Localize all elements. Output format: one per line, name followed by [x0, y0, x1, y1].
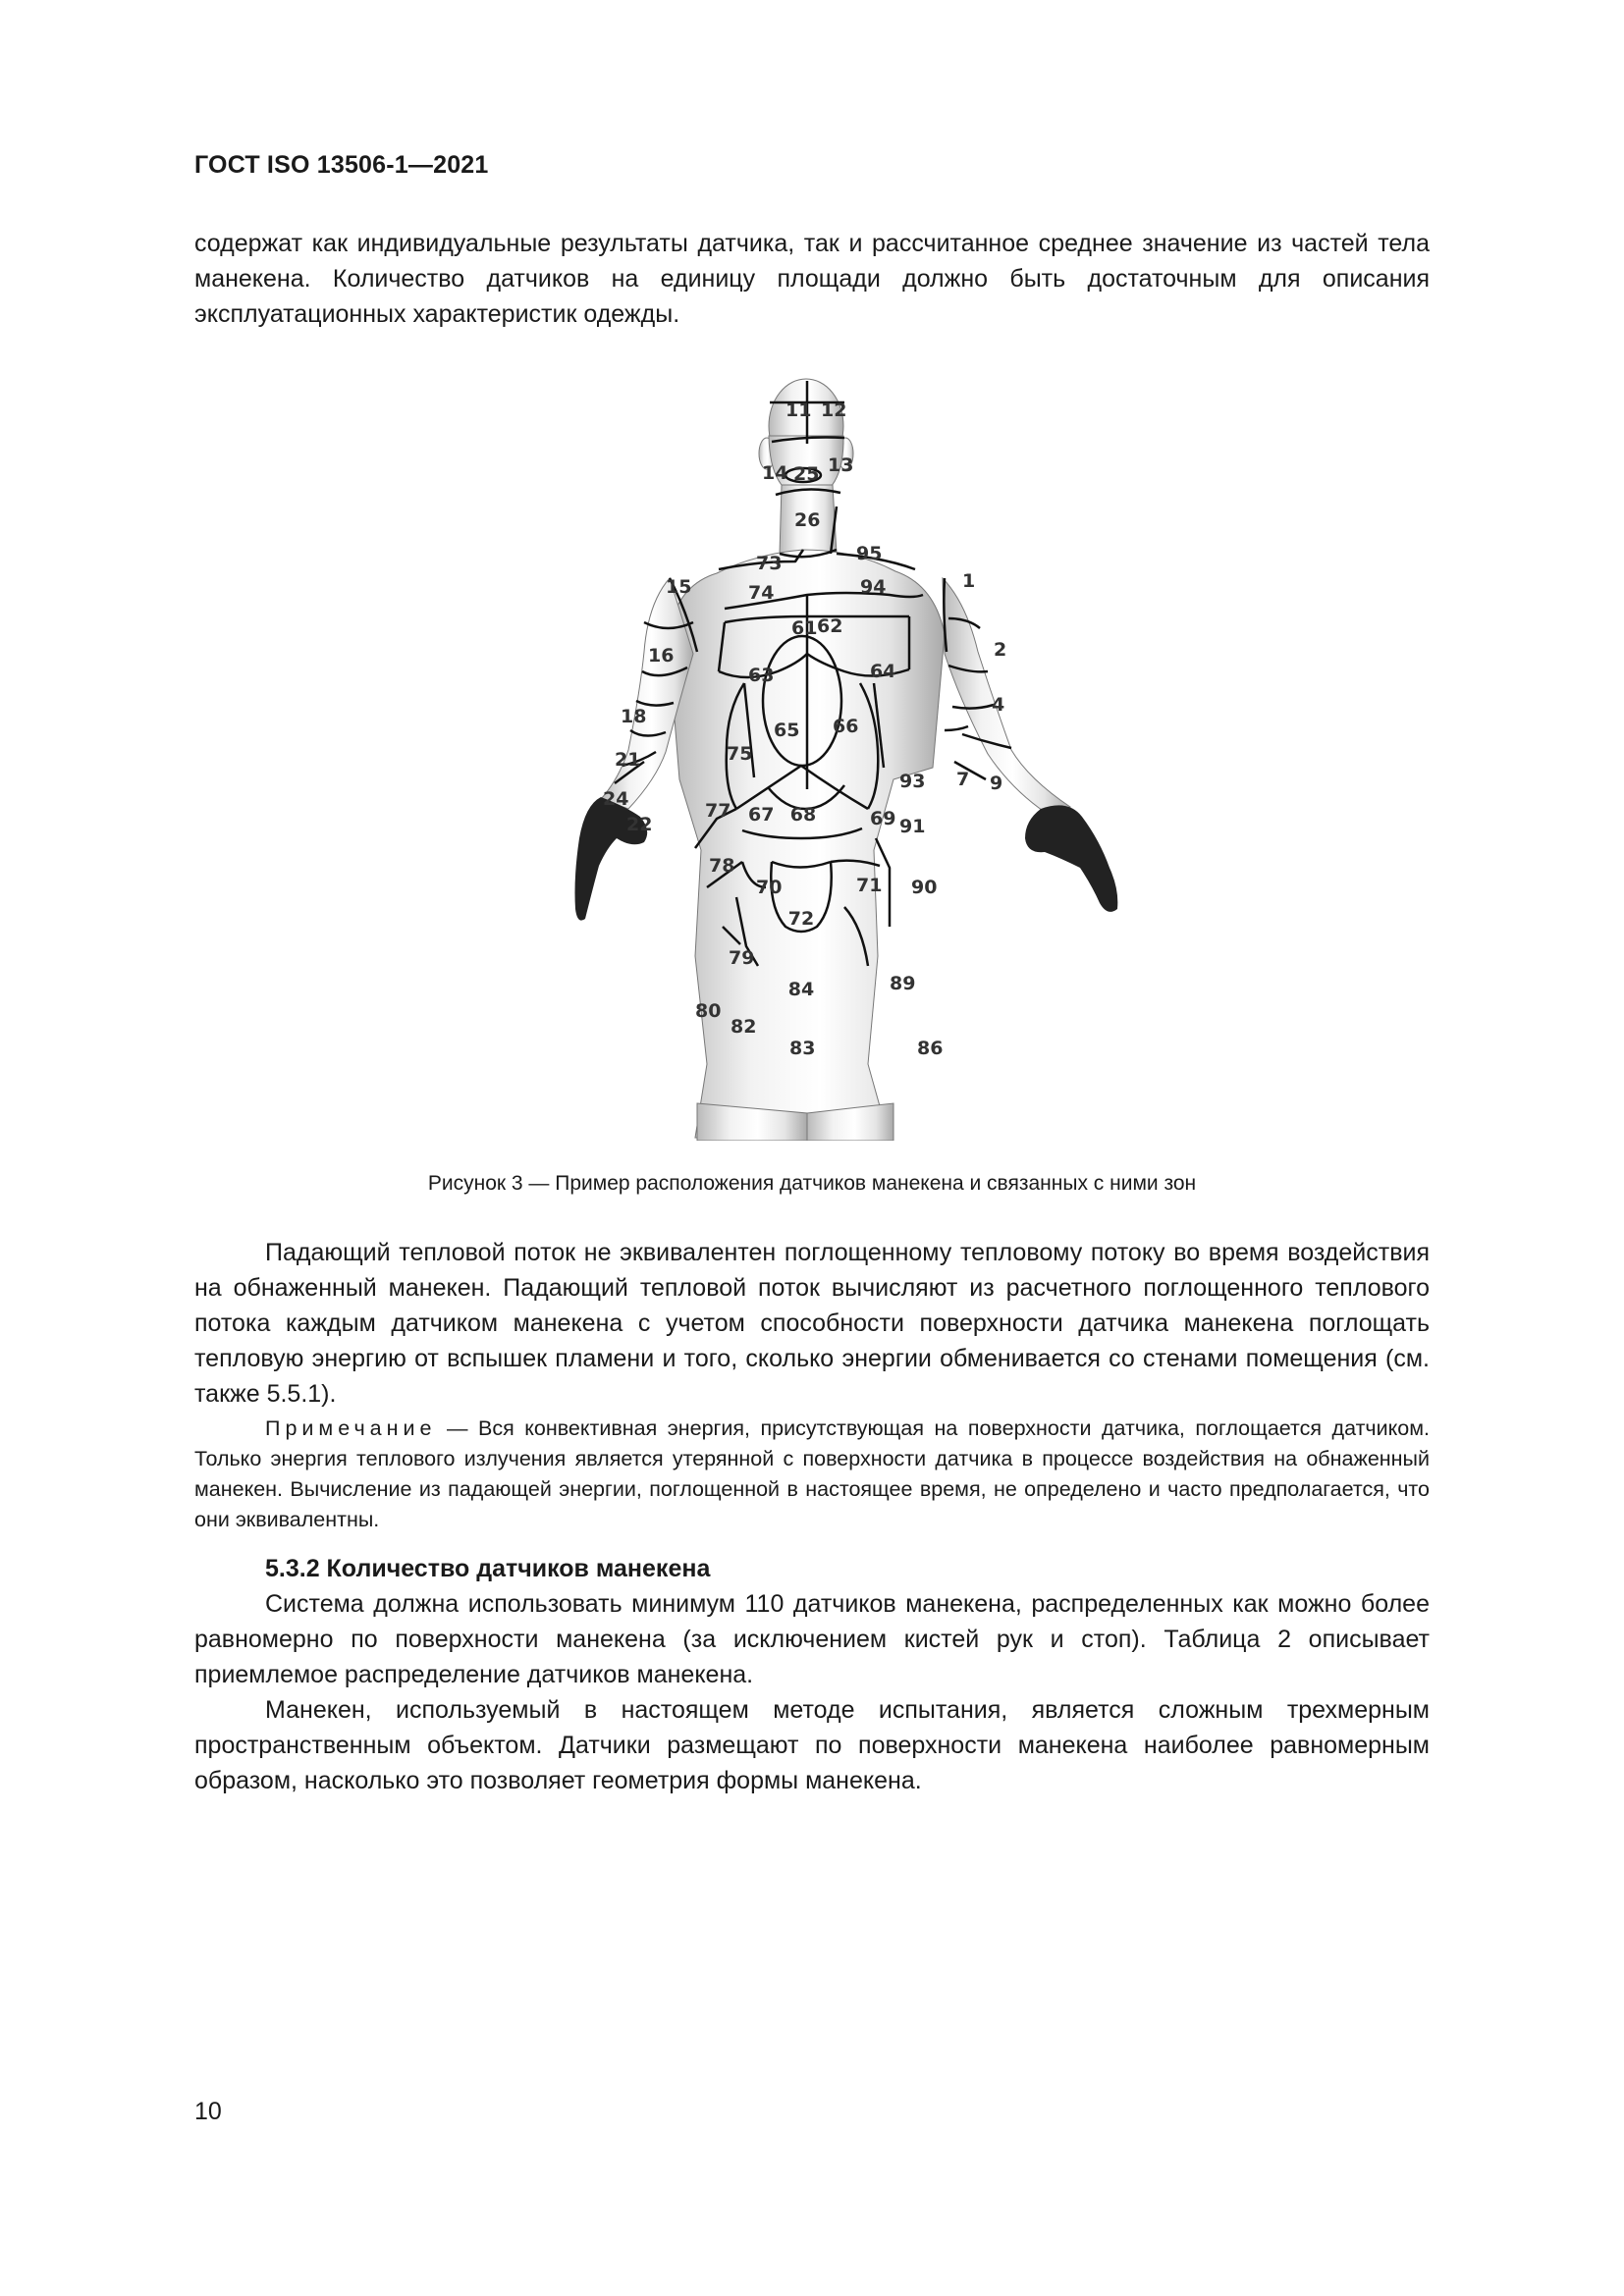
sensor-label: 15: [666, 576, 692, 598]
sensor-label: 69: [870, 808, 896, 829]
sensor-label: 64: [870, 661, 896, 682]
sensor-label: 80: [695, 1000, 722, 1022]
sensor-label: 24: [603, 788, 629, 810]
sensor-label: 65: [774, 720, 800, 741]
sensor-label: 2: [994, 639, 1007, 661]
glove-right: [1025, 805, 1117, 911]
sensor-label: 18: [621, 706, 647, 727]
mannequin-silhouette: [601, 379, 1070, 1141]
sensor-label: 70: [756, 877, 783, 898]
sensor-label: 1: [962, 570, 976, 592]
sensor-label: 90: [911, 877, 938, 898]
section-heading: 5.3.2 Количество датчиков манекена: [265, 1555, 711, 1582]
sensor-label: 72: [787, 908, 815, 930]
sensor-label: 94: [860, 576, 887, 598]
paragraph-sensor-count: Система должна использовать минимум 110 датчиков манекена, распределенных как можно более равномерно по поверхности манекена (за исключением кистей рук и стоп). Таблица 2 описывает приемлемое распределение датчиков манекена.: [194, 1590, 1430, 1688]
note-text: — Вся конвективная энергия, присутствующая на поверхности датчика, поглощается датчиком. Только энергия теплового излучения является утерянной с поверхности датчика в процессе воздействия на обнаженный манекен. Вычисление из падающей энергии, поглощенной в настоящее время, не определено и часто предполагается, что они эквивалентны.: [194, 1416, 1430, 1531]
sensor-label: 75: [727, 743, 753, 765]
sensor-label: 16: [648, 645, 675, 667]
sensor-label: 71: [856, 875, 883, 896]
figure-caption: Рисунок 3 — Пример расположения датчиков манекена и связанных с ними зон: [427, 1172, 1197, 1195]
sensor-label: 7: [956, 769, 970, 790]
sensor-label: 12: [821, 400, 847, 421]
sensor-label: 78: [709, 855, 735, 877]
sensor-label: 61: [791, 617, 818, 639]
sensor-label: 83: [789, 1038, 816, 1059]
page-number: 10: [194, 2098, 222, 2125]
sensor-label: 62: [817, 615, 843, 637]
sensor-label: 91: [899, 816, 926, 837]
sensor-label: 95: [856, 543, 883, 564]
sensor-label: 93: [899, 771, 926, 792]
sensor-label: 21: [615, 749, 641, 771]
note-label: Примечание: [265, 1416, 437, 1440]
sensor-label: 79: [729, 947, 755, 969]
sensor-label: 22: [626, 814, 653, 835]
sensor-label: 9: [990, 773, 1003, 794]
sensor-label: 67: [748, 804, 775, 826]
mannequin-figure: [550, 377, 1159, 1141]
sensor-label: 84: [787, 979, 815, 1000]
sensor-label: 4: [992, 694, 1005, 716]
sensor-label: 11: [785, 400, 812, 421]
sensor-label: 73: [756, 553, 783, 574]
sensor-label: 63: [748, 665, 775, 686]
paragraph-sensor-placement: Манекен, используемый в настоящем методе испытания, является сложным трехмерным пространственным объектом. Датчики размещают по поверхности манекена наиболее равномерным образом, насколько это позволяет геометрия формы манекена.: [194, 1696, 1430, 1794]
sensor-label: 68: [789, 804, 817, 826]
sensor-label: 14: [762, 462, 788, 484]
sensor-label: 89: [890, 973, 916, 994]
sensor-label: 13: [828, 454, 854, 476]
sensor-label: 77: [705, 800, 731, 822]
sensor-label: 66: [833, 716, 859, 737]
sensor-label: 26: [794, 509, 821, 531]
paragraph-incident-flux: Падающий тепловой поток не эквивалентен поглощенному тепловому потоку во время воздействия на обнаженный манекен. Падающий тепловой поток вычисляют из расчетного поглощенного теплового потока каждым датчиком манекена с учетом способности поверхности датчика манекена поглощать тепловую энергию от вспышек пламени и того, сколько энергии обменивается со стенами помещения (см. также 5.5.1).: [194, 1239, 1430, 1408]
paragraph-intro: содержат как индивидуальные результаты датчика, так и рассчитанное среднее значение из частей тела манекена. Количество датчиков на единицу площади должно быть достаточным для описания эксплуатационных характеристик одежды.: [194, 230, 1430, 328]
note-block: [194, 1414, 1430, 1535]
sensor-label: 25: [793, 463, 820, 485]
document-header: ГОСТ ISO 13506-1—2021: [194, 151, 489, 179]
sensor-label: 74: [748, 582, 775, 604]
sensor-label: 82: [731, 1016, 757, 1038]
sensor-label: 86: [917, 1038, 944, 1059]
